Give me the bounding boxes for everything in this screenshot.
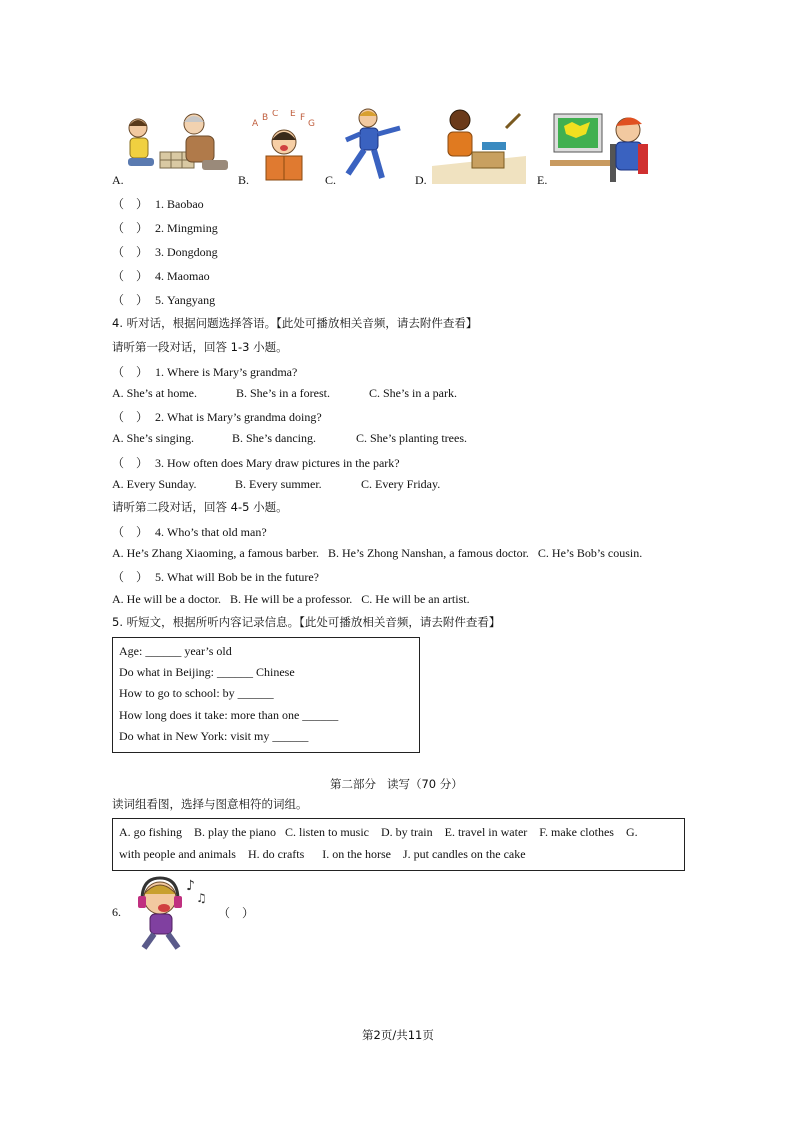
q4-instruction: 4. 听对话，根据问题选择答语。【此处可播放相关音频，请去附件查看】 [112, 316, 478, 330]
question-text: 5. What will Bob be in the future? [155, 570, 319, 584]
answer-paren[interactable]: （ ） [112, 221, 149, 235]
boy-doing-kung-fu-picture [338, 106, 408, 184]
q4-3-option-a: A. Every Sunday. [112, 477, 197, 491]
q3-item-text: 2. Mingming [155, 221, 218, 235]
q4-5-options: A. He will be a doctor. B. He will be a professor. C. He will be an artist. [112, 592, 470, 606]
q4-4-options: A. He’s Zhang Xiaoming, a famous barber. B. He’s Zhong Nanshan, a famous doctor. C. He’s Bob’s cousin. [112, 546, 643, 560]
picture-label-c: C. [325, 173, 337, 187]
answer-paren[interactable]: （ ） [112, 525, 149, 539]
question-text: 2. What is Mary’s grandma doing? [155, 410, 322, 424]
q4-question-4 [112, 523, 267, 540]
q4-3-option-c: C. Every Friday. [361, 477, 441, 491]
q4-2-option-c: C. She’s planting trees. [356, 431, 467, 445]
q4-1-option-c: C. She’s in a park. [369, 386, 457, 400]
answer-paren[interactable]: （ ） [112, 410, 149, 424]
boy-listening-to-music-picture [124, 872, 210, 952]
q4-1-option-a: A. She’s at home. [112, 386, 197, 400]
q5-line-new-york: Do what in New York: visit my ______ [119, 729, 309, 743]
q4-question-3 [112, 454, 400, 471]
svg-text:♪: ♪ [186, 878, 195, 894]
page-number: 第2页/共11页 [362, 1028, 434, 1042]
q3-item-5 [112, 291, 215, 308]
q3-item-3 [112, 243, 218, 260]
q4-question-1 [112, 363, 297, 380]
q4-part2-intro: 请听第二段对话，回答 4-5 小题。 [112, 500, 288, 514]
question-text: 4. Who’s that old man? [155, 525, 267, 539]
q5-info-box [112, 637, 420, 753]
q6-answer-paren[interactable]: （ ） [218, 906, 255, 920]
q3-item-4 [112, 267, 210, 284]
answer-paren[interactable]: （ ） [112, 197, 149, 211]
svg-text:B: B [262, 113, 269, 123]
question-text: 1. Where is Mary’s grandma? [155, 365, 298, 379]
q3-item-text: 1. Baobao [155, 197, 204, 211]
q4-2-option-b: B. She’s dancing. [232, 431, 316, 445]
picture-label-e: E. [537, 173, 548, 187]
grandpa-and-boy-playing-chess-picture [124, 108, 232, 182]
svg-text:C: C [272, 110, 279, 119]
q4-1-option-b: B. She’s in a forest. [236, 386, 330, 400]
q5-line-age: Age: ______ year’s old [119, 644, 232, 658]
q3-item-1 [112, 195, 204, 212]
q4-3-option-b: B. Every summer. [235, 477, 322, 491]
picture-label-b: B. [238, 173, 250, 187]
boy-playing-computer-game-picture [550, 104, 650, 184]
q6-number: 6. [112, 905, 121, 919]
svg-text:E: E [290, 110, 296, 119]
q3-item-text: 4. Maomao [155, 269, 210, 283]
q4-2-option-a: A. She’s singing. [112, 431, 195, 445]
boy-making-model-picture [432, 106, 526, 184]
answer-paren[interactable]: （ ） [112, 365, 149, 379]
answer-paren[interactable]: （ ） [112, 570, 149, 584]
answer-paren[interactable]: （ ） [112, 456, 149, 470]
svg-text:F: F [300, 113, 306, 123]
q5-line-beijing: Do what in Beijing: ______ Chinese [119, 665, 295, 679]
answer-paren[interactable]: （ ） [112, 245, 149, 259]
answer-paren[interactable]: （ ） [112, 269, 149, 283]
q4-question-2 [112, 408, 322, 425]
svg-text:G: G [308, 119, 315, 129]
phrase-bank-line-1: A. go fishing B. play the piano C. listen to music D. by train E. travel in water F. make clothes G. [119, 825, 638, 839]
q5-line-school: How to go to school: by ______ [119, 686, 274, 700]
picture-label-d: D. [415, 173, 427, 187]
q3-item-2 [112, 219, 218, 236]
phrase-bank-line-2: with people and animals H. do crafts I. on the horse J. put candles on the cake [119, 847, 526, 861]
phrase-bank-box [112, 818, 685, 871]
girl-reading-abc-book-picture [250, 110, 320, 184]
question-text: 3. How often does Mary draw pictures in the park? [155, 456, 400, 470]
q5-instruction: 5. 听短文，根据所听内容记录信息。【此处可播放相关音频，请去附件查看】 [112, 615, 501, 629]
q3-item-text: 3. Dongdong [155, 245, 218, 259]
answer-paren[interactable]: （ ） [112, 293, 149, 307]
svg-text:A: A [252, 119, 259, 129]
svg-text:♫: ♫ [196, 891, 207, 905]
picture-label-a: A. [112, 173, 124, 187]
q4-part1-intro: 请听第一段对话，回答 1-3 小题。 [112, 340, 288, 354]
q4-question-5 [112, 568, 319, 585]
part2-heading: 第二部分 读写（70 分） [330, 777, 463, 791]
q5-line-duration: How long does it take: more than one ______ [119, 708, 339, 722]
part2-instruction: 读词组看图，选择与图意相符的词组。 [112, 797, 308, 811]
q3-item-text: 5. Yangyang [155, 293, 216, 307]
